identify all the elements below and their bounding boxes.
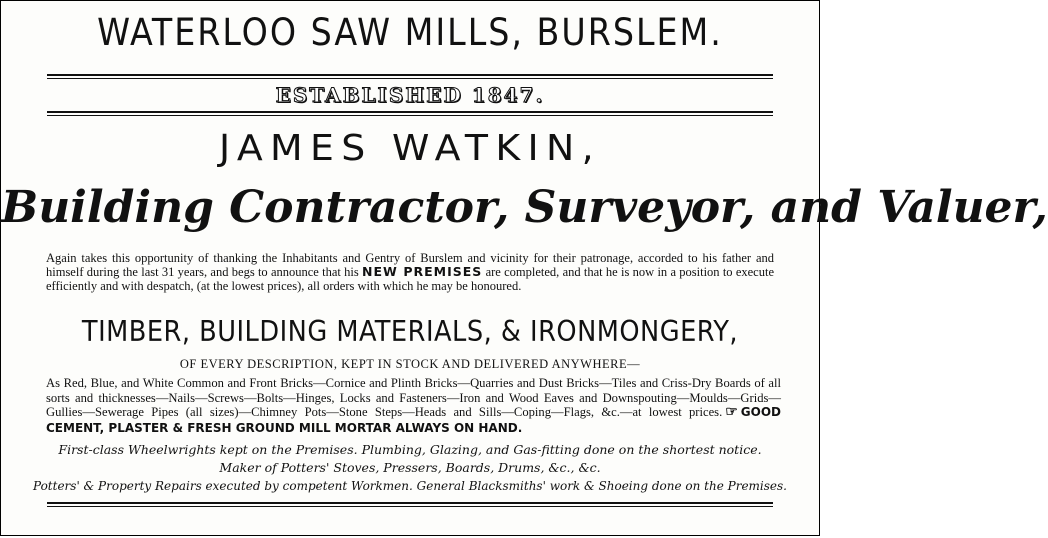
goods-list xyxy=(46,376,781,435)
established-line: ESTABLISHED 1847. xyxy=(275,83,545,107)
pointing-hand-icon: ☞ xyxy=(725,405,738,420)
mill-title: WATERLOO SAW MILLS, BURSLEM. xyxy=(97,11,723,54)
stock-heading: TIMBER, BUILDING MATERIALS, & IRONMONGERY, xyxy=(81,315,739,348)
intro-text-2: are completed, and that he is now in a position to execute efficiently and with despatch, (at the lowest prices), all orders with which he may be honoured. xyxy=(46,265,775,293)
services-line-2: Maker of Potters' Stoves, Pressers, Boards, Drums, &c., &c. xyxy=(219,460,601,475)
trade-subtitle: Building Contractor, Surveyor, and Valuer, xyxy=(1,182,1048,233)
stock-description: OF EVERY DESCRIPTION, KEPT IN STOCK AND DELIVERED ANYWHERE— xyxy=(179,357,641,371)
intro-text-1: Again takes this opportunity of thanking the Inhabitants and Gentry of Burslem and vicinity for their patronage, accorded to his father and himself during the last 31 years, and begs to announce that his xyxy=(46,251,774,279)
second-double-rule xyxy=(47,111,773,116)
intro-paragraph xyxy=(46,251,774,293)
bottom-double-rule xyxy=(47,502,773,507)
cement-notice: GOOD CEMENT, PLASTER & FRESH GROUND MILL MORTAR ALWAYS ON HAND. xyxy=(46,405,781,435)
services-line-1: First-class Wheelwrights kept on the Premises. Plumbing, Glazing, and Gas-fitting done on the shortest notice. xyxy=(58,442,762,457)
services-line-3: Potters' & Property Repairs executed by competent Workmen. General Blacksmiths' work & Shoeing done on the Premises. xyxy=(32,479,787,493)
top-double-rule xyxy=(47,74,773,79)
new-premises-emphasis: NEW PREMISES xyxy=(362,264,483,279)
goods-text: As Red, Blue, and White Common and Front Bricks—Cornice and Plinth Bricks—Quarries and Dust Bricks—Tiles and Criss-Dry Boards of all sorts and thicknesses—Nails—Screws—Bolts—Hinges, Locks and Fasteners—Iron and Wood Eaves and Downspouting—Moulds—Grids—Gullies—Sewerage Pipes (all sizes)—Chimney Pots—Stone Steps—Heads and Sills—Coping—Flags, &c.—at lowest prices. xyxy=(46,376,781,419)
proprietor-name: JAMES WATKIN, xyxy=(219,128,601,169)
